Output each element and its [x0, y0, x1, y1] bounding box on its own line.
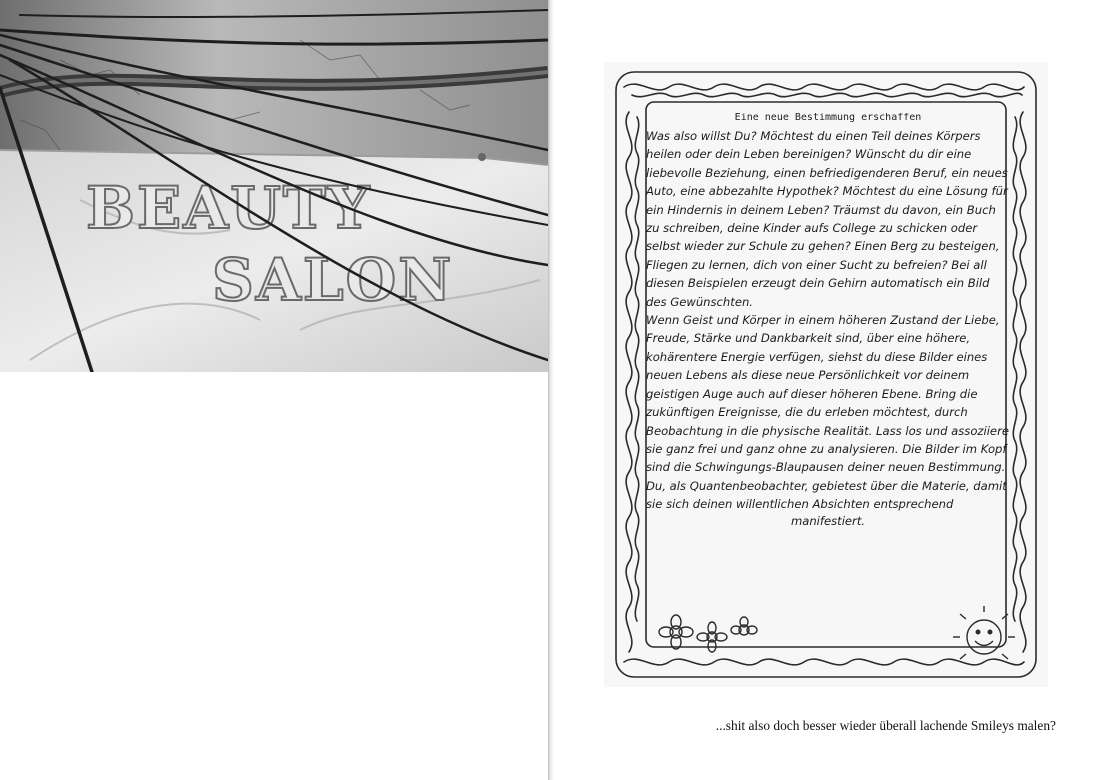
letter-closing-word: manifestiert. [790, 513, 866, 528]
sign-text-line1: BEAUTY [86, 174, 372, 242]
page-caption: ...shit also doch besser wieder überall lachende Smileys malen? [715, 718, 1056, 733]
letter-paragraph-2: Wenn Geist und Körper in einem höheren Zustand der Liebe, Freude, Stärke und Dankbarkeit sind, über eine höhere, kohärentere Energie verfügen, siehst du diese Bilder eines neuen Lebens als diese neue Persönlichkeit vor deinem geistigen Auge auch auf dieser höheren Ebene. Bring die zukünftigen Ereignisse, die du erleben möchtest, durch Beobachtung in die physische Realität. Lass los und assoziiere sie ganz frei und ganz ohne zu analysieren. Die Bilder im Kopf sind die Schwingungs-Blaupausen deiner neuen Bestimmung. Du, als Quantenbeobachter, gebietest über die Materie, damit sie sich deinen willentlichen Absichten entsprechend [646, 313, 1009, 512]
left-page [0, 0, 548, 780]
beauty-salon-photo [0, 0, 548, 372]
letter-text-block [646, 113, 1010, 623]
letter-paragraph-1: Was also willst Du? Möchtest du einen Teil deines Körpers heilen oder dein Leben bereinigen? Wünscht du dir eine liebevolle Beziehung, einen befriedigenderen Beruf, ein neues Auto, eine abbezahlte Hypothek? Möchtest du eine Lösung für ein Hindernis in deinem Leben? Träumst du davon, ein Buch zu schreiben, deine Kinder aufs College zu schicken oder selbst wieder zur Schule zu gehen? Einen Berg zu besteigen, Fliegen zu lernen, dich von einer Sucht zu befreien? Bei all diesen Beispielen erzeugt dein Gehirn automatisch ein Bild des Gewünschten. [646, 129, 1008, 309]
right-page [554, 0, 1100, 780]
letter-title: Eine neue Bestimmung erschaffen [734, 113, 922, 123]
letter-body [646, 127, 1010, 514]
sign-text-line2: SALON [212, 246, 454, 314]
